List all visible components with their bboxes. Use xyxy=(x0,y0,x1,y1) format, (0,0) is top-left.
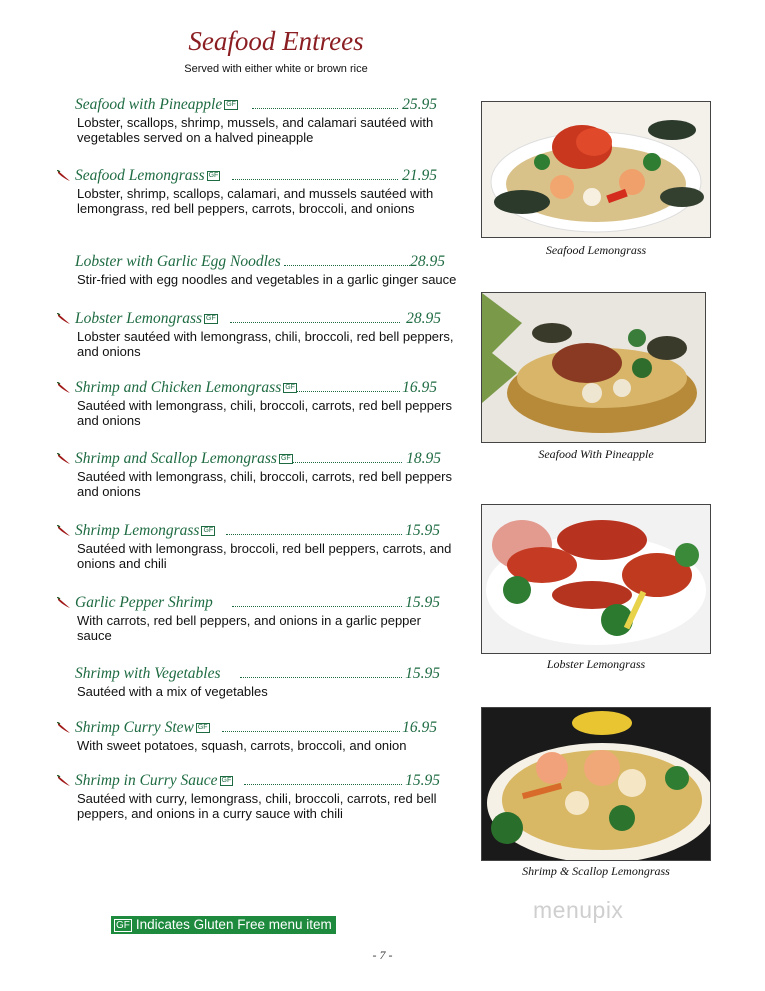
photo-caption: Seafood Lemongrass xyxy=(545,243,647,257)
gluten-free-badge: GF xyxy=(116,920,130,931)
menu-item-shrimp-with-vegetables xyxy=(0,665,460,700)
item-description: Lobster sautéed with lemongrass, chili, broccoli, red bell peppers, and onions xyxy=(77,329,454,359)
item-description: Sautéed with lemongrass, chili, broccoli, carrots, red bell peppers and onions xyxy=(77,469,453,499)
menu-item-shrimp-curry-stew xyxy=(0,719,460,754)
menu-item-shrimp-lemongrass xyxy=(0,522,460,571)
item-description: With sweet potatoes, squash, carrots, broccoli, and onion xyxy=(77,738,407,753)
gluten-free-legend: GF Indicates Gluten Free menu item xyxy=(111,916,336,934)
leader-dots xyxy=(232,179,398,180)
chili-icon xyxy=(57,382,71,394)
leader-dots xyxy=(296,391,400,392)
item-price: 15.95 xyxy=(405,665,440,682)
item-price: 18.95 xyxy=(406,450,441,467)
leader-dots xyxy=(222,731,400,732)
item-description: Lobster, scallops, shrimp, mussels, and calamari sautéed with vegetables served on a halved pineapple xyxy=(77,115,434,145)
item-name: Garlic Pepper Shrimp xyxy=(75,594,213,611)
item-name: Lobster with Garlic Egg Noodles xyxy=(75,253,281,270)
menu-item-shrimp-in-curry-sauce xyxy=(0,772,460,821)
photo-shrimp-scallop-lemongrass xyxy=(481,707,711,861)
dish-illustration xyxy=(482,102,710,237)
page-number: - 7 - xyxy=(372,948,393,962)
photo-caption: Lobster Lemongrass xyxy=(546,657,646,671)
item-price: 28.95 xyxy=(406,310,441,327)
item-name: Shrimp and Scallop Lemongrass GF xyxy=(75,450,291,467)
chili-icon xyxy=(57,722,71,734)
leader-dots xyxy=(230,322,400,323)
item-description: Sautéed with lemongrass, chili, broccoli, carrots, red bell peppers and onions xyxy=(77,398,453,428)
photo-seafood-with-pineapple xyxy=(481,292,706,443)
leader-dots xyxy=(244,784,402,785)
menu-item-shrimp-chicken-lemongrass xyxy=(0,379,460,428)
menu-item-shrimp-scallop-lemongrass xyxy=(0,450,460,499)
watermark: menupix xyxy=(533,897,624,923)
gluten-free-badge: GF xyxy=(206,315,216,322)
leader-dots xyxy=(226,534,402,535)
item-description: With carrots, red bell peppers, and onions in a garlic pepper sauce xyxy=(77,613,421,643)
gluten-free-badge: GF xyxy=(226,101,236,108)
photo-lobster-lemongrass xyxy=(481,504,711,654)
item-price: 28.95 xyxy=(410,253,445,270)
gluten-free-badge: GF xyxy=(285,384,295,391)
chili-icon xyxy=(57,453,71,465)
page-subtitle: Served with either white or brown rice xyxy=(184,63,368,75)
chili-icon xyxy=(57,597,71,609)
gluten-free-badge: GF xyxy=(203,527,214,534)
chili-icon xyxy=(57,775,71,787)
item-name: Shrimp Lemongrass GF xyxy=(75,522,214,539)
dish-illustration xyxy=(482,708,710,860)
chili-icon xyxy=(57,170,71,182)
menu-item-seafood-lemongrass xyxy=(0,167,460,216)
item-price: 15.95 xyxy=(405,772,440,789)
leader-dots xyxy=(240,677,402,678)
menu-item-seafood-with-pineapple xyxy=(0,96,460,145)
item-description: Sautéed with a mix of vegetables xyxy=(77,684,268,699)
item-name: Shrimp and Chicken Lemongrass GF xyxy=(75,379,295,396)
item-price: 15.95 xyxy=(405,594,440,611)
photo-caption: Seafood With Pineapple xyxy=(538,447,654,461)
dish-illustration xyxy=(482,293,705,442)
item-price: 15.95 xyxy=(405,522,440,539)
item-name: Shrimp with Vegetables xyxy=(75,665,221,682)
item-name: Shrimp in Curry Sauce GF xyxy=(75,772,232,789)
item-price: 16.95 xyxy=(402,719,437,736)
menu-item-lobster-lemongrass xyxy=(0,310,460,359)
page-title: Seafood Entrees xyxy=(188,26,364,56)
item-name: Lobster Lemongrass GF xyxy=(75,310,216,327)
menu-item-lobster-garlic-egg-noodles xyxy=(0,253,460,288)
item-price: 21.95 xyxy=(402,167,437,184)
item-price: 25.95 xyxy=(402,96,437,113)
menu-item-garlic-pepper-shrimp xyxy=(0,594,460,643)
item-description: Sautéed with curry, lemongrass, chili, broccoli, carrots, red bell peppers, and onions in a curry sauce with chili xyxy=(77,791,437,821)
chili-icon xyxy=(57,313,71,325)
item-name: Seafood with Pineapple GF xyxy=(75,96,236,113)
gluten-free-badge: GF xyxy=(280,455,291,462)
dish-illustration xyxy=(482,505,710,653)
leader-dots xyxy=(284,265,412,266)
item-name: Shrimp Curry Stew GF xyxy=(75,719,208,736)
photo-caption: Shrimp & Scallop Lemongrass xyxy=(522,864,670,878)
leader-dots xyxy=(232,606,402,607)
item-description: Stir-fried with egg noodles and vegetables in a garlic ginger sauce xyxy=(77,272,457,287)
item-description: Lobster, shrimp, scallops, calamari, and mussels sautéed with lemongrass, red bell peppers, carrots, broccoli, and onions xyxy=(77,186,434,216)
item-description: Sautéed with lemongrass, broccoli, red bell peppers, carrots, and onions and chili xyxy=(77,541,452,571)
chili-icon xyxy=(57,525,71,537)
gluten-free-badge: GF xyxy=(197,724,208,731)
item-name: Seafood Lemongrass GF xyxy=(75,167,219,184)
photo-seafood-lemongrass xyxy=(481,101,711,238)
item-price: 16.95 xyxy=(402,379,437,396)
leader-dots xyxy=(252,108,398,109)
gluten-free-badge: GF xyxy=(208,172,219,179)
gluten-free-badge: GF xyxy=(221,777,232,784)
leader-dots xyxy=(292,462,402,463)
